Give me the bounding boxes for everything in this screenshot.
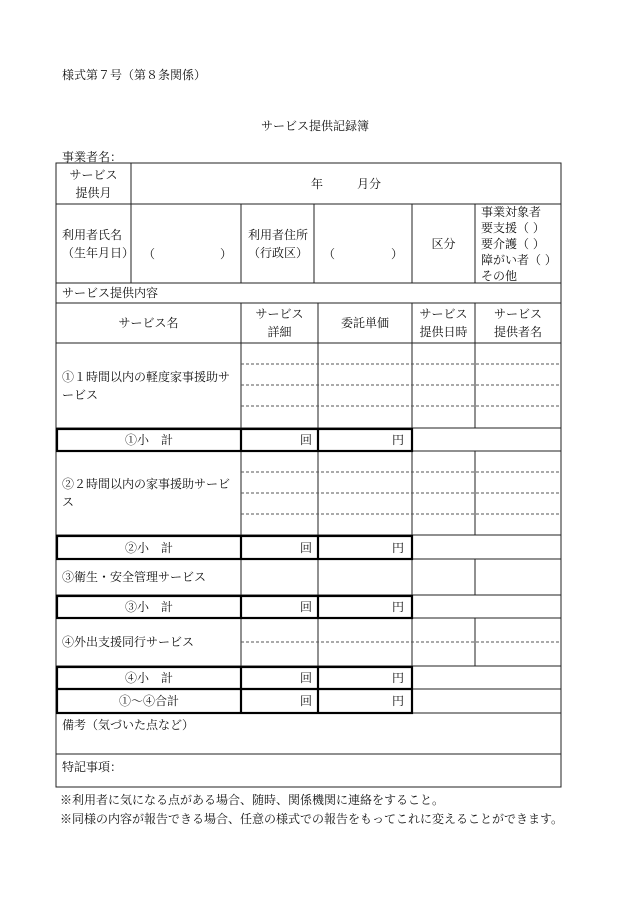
service-content-label: サービス提供内容 [62,286,159,300]
service-name-3: ③衛生・安全管理サービス [62,570,207,584]
column-header-date: サービス 提供日時 [419,307,468,339]
grand-total-label: ①〜④合計 [118,694,179,708]
ward-paren-open: （ [323,247,336,261]
column-header-detail: サービス 詳細 [255,307,304,339]
ward-paren-close: ） [391,247,404,261]
subtotal-label-4: ④小 計 [124,671,173,685]
subtotal-count-unit-2: 回 [299,540,312,555]
subtotal-count-unit-1: 回 [299,433,312,447]
column-header-unit-price: 委託単価 [340,316,389,330]
service-name-2: ②２時間以内の家事援助サービス [62,477,231,509]
month-label: 月分 [357,177,382,191]
user-name-label: 利用者氏名 （生年月日） [62,228,135,260]
subtotal-label-2: ②小 計 [124,540,173,555]
page-title: サービス提供記録簿 [260,119,369,133]
category-option: 要支援（ ） [481,221,545,235]
subtotal-label-1: ①小 計 [124,433,173,447]
category-options [481,204,557,284]
category-option: 要介護（ ） [481,237,545,251]
column-header-provider: サービス 提供者名 [493,307,542,339]
form-number: 様式第７号（第８条関係） [62,68,207,82]
special-notes-label: 特記事項： [62,760,123,774]
subtotal-label-3: ③小 計 [124,600,173,614]
category-option: その他 [481,269,518,283]
category-option: 障がい者（ ） [481,253,557,267]
remarks-label: 備考（気づいた点など） [62,718,195,732]
category-label: 区分 [431,236,456,251]
user-address-label: 利用者住所 （行政区） [248,228,309,260]
business-name-label: 事業者名： [62,150,123,164]
birthdate-paren-close: ） [220,247,233,261]
subtotal-count-unit-3: 回 [299,600,312,614]
column-header-service-name: サービス名 [118,316,179,330]
footnote-2: ※同様の内容が報告できる場合、任意の様式での報告をもってこれに変えることができます。 [60,812,564,826]
subtotal-count-unit-4: 回 [299,671,312,685]
subtotal-yen-unit-4: 円 [391,671,404,685]
subtotal-yen-unit-3: 円 [391,600,404,614]
subtotal-yen-unit-1: 円 [391,433,404,447]
service-name-1: ①１時間以内の軽度家事援助サービス [62,369,231,402]
category-option: 事業対象者 [481,205,542,219]
grand-total-count-unit: 回 [299,694,312,708]
grand-total-yen-unit: 円 [391,694,404,708]
subtotal-yen-unit-2: 円 [391,540,404,555]
service-name-4: ④外出支援同行サービス [62,635,195,649]
service-month-label: サービス 提供月 [69,167,118,200]
year-label: 年 [311,177,324,191]
birthdate-paren-open: （ [143,247,156,261]
footnote-1: ※利用者に気になる点がある場合、随時、関係機関に連絡をすること。 [60,793,445,807]
